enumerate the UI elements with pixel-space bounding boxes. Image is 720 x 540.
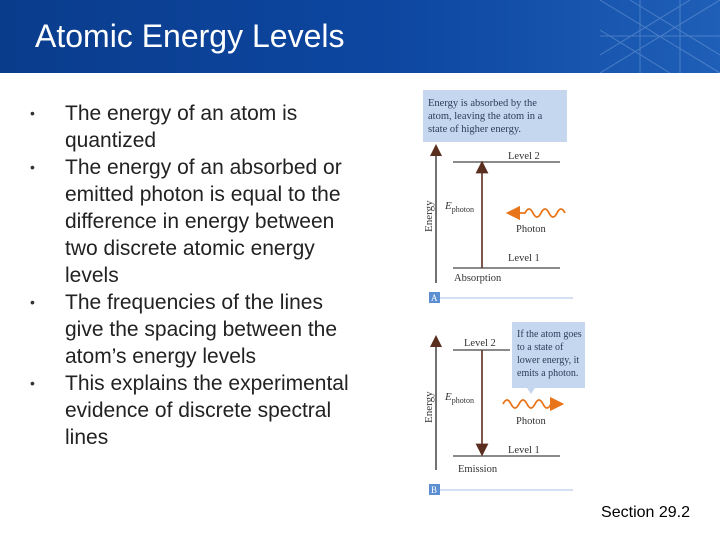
energy-axis-label-b: Energy [423,391,435,423]
panel-b [423,322,585,495]
absorption-callout-line1: Energy is absorbed by the [428,98,537,109]
emission-callout-line4: emits a photon. [517,368,579,379]
level2-label-b: Level 2 [464,338,496,349]
photon-wave-a [513,209,565,217]
panel-b-letter: B [431,485,438,495]
bullet-item [30,154,360,289]
bullet-text: The energy of an atom is quantized [65,102,298,152]
emission-callout-pointer [527,388,535,394]
bullet-item [30,370,360,451]
level2-label-a: Level 2 [508,151,540,162]
section-reference: Section 29.2 [601,504,690,521]
bullet-item [30,100,360,154]
panel-a [423,90,573,303]
bullet-text: The energy of an absorbed or emitted photon is equal to the difference in energy between two discrete atomic energy levels [65,156,342,287]
photon-label-a: Photon [516,224,546,235]
bullet-item [30,289,360,370]
title-bar-decoration [600,0,720,73]
photon-label-b: Photon [516,416,546,427]
bullet-text: The frequencies of the lines give the spacing between the atom’s energy levels [65,291,338,368]
emission-callout-line3: lower energy, it [517,355,580,366]
energy-photon-label-a: $E_{photon}$ [445,200,474,214]
bullet-icon: • [30,105,35,121]
level1-label-b: Level 1 [508,445,540,456]
bullet-icon: • [30,159,35,175]
energy-axis-label-a: Energy [423,200,435,232]
slide-title: Atomic Energy Levels [35,18,345,54]
emission-callout-line1: If the atom goes [517,329,582,340]
energy-level-figure [415,85,585,500]
bullet-text: This explains the experimental evidence of discrete spectral lines [65,372,349,449]
level1-label-a: Level 1 [508,253,540,264]
title-bar [0,0,720,73]
photon-wave-b [503,400,557,408]
absorption-label: Absorption [454,273,502,284]
bullet-icon: • [30,375,35,391]
panel-a-letter: A [431,293,438,303]
bullet-list [30,100,360,451]
emission-label: Emission [458,464,498,475]
energy-photon-label-b: $E_{photon}$ [445,391,474,405]
absorption-callout-line3: state of higher energy. [428,124,522,135]
emission-callout-line2: to a state of [517,342,564,353]
bullet-icon: • [30,294,35,310]
absorption-callout-line2: atom, leaving the atom in a [428,111,543,122]
